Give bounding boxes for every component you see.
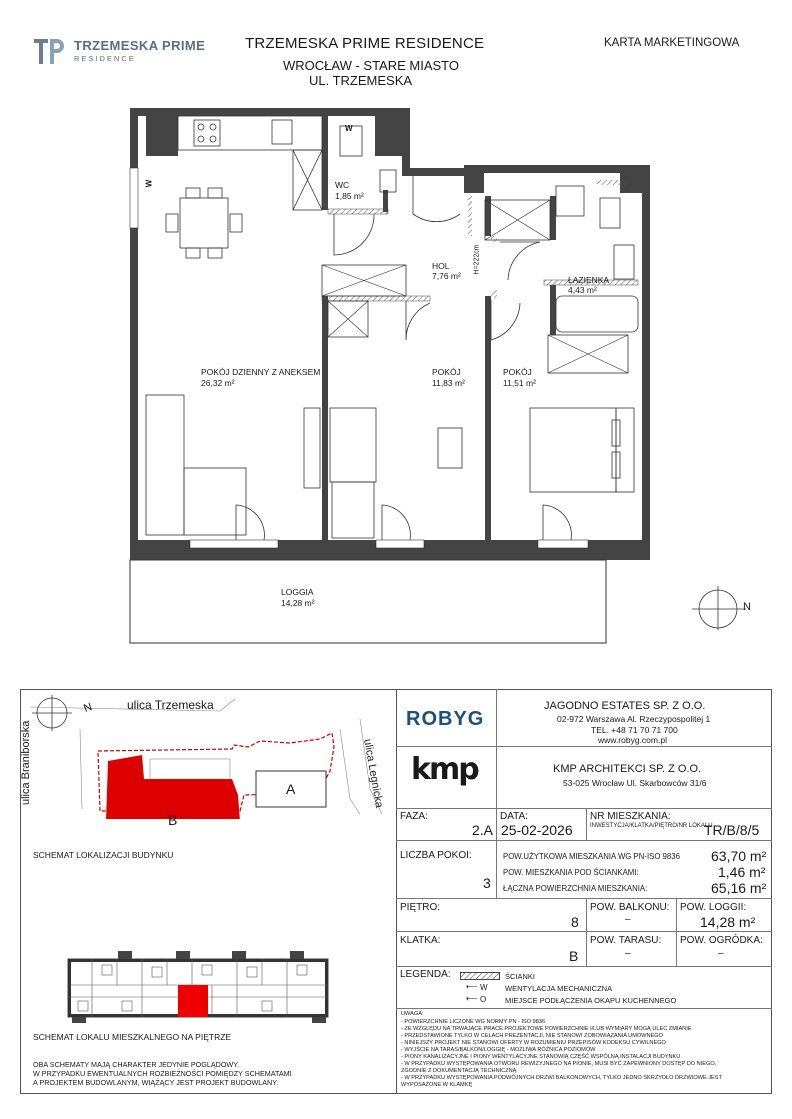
table-line [396, 931, 772, 932]
loggia-label: POW. LOGGII: [680, 902, 747, 913]
sloped-area-label: POW. MIESZKANIA POD ŚCIANKAMI: [503, 868, 639, 877]
developer-name: JAGODNO ESTATES SP. Z O.O. [544, 700, 706, 712]
balcony-label: POW. BALKONU: [590, 902, 670, 913]
architect-logo: kmp [411, 752, 478, 787]
legend-hood: MIEJSCE PODŁĄCZENIA OKAPU KUCHENNEGO [505, 996, 677, 1005]
disclaimer-line1: OBA SCHEMATY MAJĄ CHARAKTER JEDYNIE POGLĄDOWY. [33, 1060, 240, 1069]
page-subtitle-street: UL. TRZEMESKA [309, 73, 413, 88]
caption-location: SCHEMAT LOKALIZACJI BUDYNKU [33, 850, 174, 860]
table-line [676, 898, 677, 966]
room-wc-area: 1,85 m² [335, 191, 364, 201]
site-north-label: N [82, 701, 94, 715]
caption-floor: SCHEMAT LOKALU MIESZKALNEGO NA PIĘTRZE [33, 1032, 232, 1042]
legend-label: LEGENDA: [400, 969, 451, 980]
room-living-name: POKÓJ DZIENNY Z ANEKSEM [201, 367, 321, 377]
table-line [586, 808, 587, 840]
table-line [496, 840, 497, 898]
floor-value: 8 [571, 914, 579, 930]
room-bedroom1-name: POKÓJ [432, 367, 461, 377]
floor-label: PIĘTRO: [400, 902, 441, 913]
garden-value: – [718, 948, 724, 959]
building-a-label: A [286, 781, 296, 797]
street-braniborska: ulica Braniborska [20, 720, 32, 805]
logo-sub: RESIDENCE [74, 54, 136, 63]
apartment-number-label: NR MIESZKANIA: [590, 811, 671, 822]
table-line [396, 898, 772, 899]
note-line: - ZE WZGLĘDU NA TRWAJĄCE PRACE PROJEKTOWE POWIERZCHNIE I/LUB WYMIARY MOGĄ ULEC ZMIANIE [401, 1026, 692, 1032]
frame-line [771, 689, 772, 1094]
table-line [586, 898, 587, 966]
logo-name: TRZEMESKA PRIME [74, 38, 206, 53]
legend-hood-symbol: O [480, 995, 487, 1004]
room-wc-name: WC [335, 180, 350, 190]
note-line: WYPOSAŻONE W KLAMKĘ [401, 1082, 473, 1088]
date-label: DATA: [500, 811, 528, 822]
note-line: - NINIEJSZY PROJEKT NIE STANOWI OFERTY W ROZUMIENIU PRZEPISÓW KODEKSU CYWILNEGO [401, 1040, 666, 1046]
developer-website: www.robyg.com.pl [598, 735, 667, 745]
room-bedroom1-area: 11,83 m² [432, 378, 465, 388]
note-line: - WYJŚCIE NA TARAS/BALKON/LOGGIĘ - MOŻLIWA RÓŻNICA POZIOMÓW [401, 1047, 596, 1053]
loggia-value: 14,28 m² [700, 914, 756, 930]
vent-marker: W [144, 179, 154, 188]
page-subtitle-city: WROCŁAW - STARE MIASTO [283, 58, 459, 73]
apartment-number-value: TR/B/8/5 [704, 822, 760, 838]
room-hol-name: HOL [432, 261, 450, 271]
site-compass-icon [32, 695, 72, 731]
table-line [396, 808, 772, 809]
date-value: 25-02-2026 [501, 822, 573, 838]
room-bedroom2-area: 11,51 m² [503, 378, 536, 388]
notes-title: UWAGA: [401, 1011, 424, 1017]
table-line [496, 689, 497, 809]
phase-value: 2.A [472, 822, 494, 838]
staircase-value: B [569, 948, 579, 964]
room-loggia-name: LOGGIA [281, 587, 314, 597]
usable-area-value: 63,70 m² [711, 848, 767, 864]
note-line: - W PRZYPADKU WYSTĘPOWANIA PODWÓJNYCH DRZWI BALKONOWYCH, TYLKO JEDNO SKRZYDŁO DRZWIOWE JEST [401, 1075, 722, 1081]
sloped-area-value: 1,46 m² [718, 864, 766, 880]
page-title: TRZEMESKA PRIME RESIDENCE [245, 35, 485, 52]
rooms-count-value: 3 [483, 875, 491, 891]
table-line [496, 808, 497, 840]
garden-label: POW. OGRÓDKA: [680, 935, 763, 946]
disclaimer-line3: A PROJEKTEM BUDOWLANYM, WIĄŻĄCY JEST PROJEKT BUDOWLANY. [33, 1078, 279, 1087]
north-compass-icon [692, 586, 746, 630]
vent-marker: W [345, 124, 353, 133]
developer-logo: ROBYG [406, 708, 485, 730]
architect-name: KMP ARCHITEKCI SP. Z O.O. [553, 763, 702, 775]
note-line: ZGODNIE Z DOKUMENTACJĄ TECHNICZNĄ [401, 1068, 517, 1074]
building-b-label: B [168, 812, 178, 828]
note-line: - PIONY KANALIZACYJNE I PIONY WENTYLACYJNE STANOWIĄ CZĘŚĆ WSPÓLNĄ INSTALACJI BUDYNKU [401, 1054, 681, 1060]
developer-phone: TEL. +48 71 70 71 700 [591, 725, 678, 735]
room-bedroom2-name: POKÓJ [503, 367, 532, 377]
architect-address: 53-025 Wrocław Ul. Skarbowców 31/6 [563, 778, 707, 788]
note-line: - POWIERZCHNIE LICZONE WG NORMY PN - ISO 9836 [401, 1019, 546, 1025]
table-line [396, 966, 772, 967]
room-hol-area: 7,76 m² [432, 271, 461, 281]
room-living-area: 26,32 m² [201, 378, 235, 388]
street-legnicka: ulica Legnicka [361, 738, 386, 809]
usable-area-label: POW.UŻYTKOWA MIESZKANIA WG PN-ISO 9836 [503, 852, 680, 861]
note-line: - W PRZYPADKU WYSTĘPOWANIA OTWORU REWIZYJNEGO NA PIONIE, MUSI BYĆ ZAPEWNIONY DOSTĘP DO NIEGO, [401, 1061, 717, 1067]
balcony-value: – [625, 914, 631, 925]
room-bathroom-name: ŁAZIENKA [568, 275, 610, 285]
legend-hood-arrow-icon: ⟵ [466, 994, 478, 1003]
phase-label: FAZA: [400, 811, 428, 822]
apartment-number-sub: INWESTYCJA/KLATKA/PIĘTRO/NR LOKALU [590, 823, 713, 829]
disclaimer-line2: W PRZYPADKU EWENTUALNYCH ROZBIEŻNOŚCI POMIĘDZY SCHEMATAMI [33, 1069, 292, 1078]
legend-vent-symbol: W [480, 983, 488, 992]
note-line: - PRZEDSTAWIONE TYLKO W CELACH PREZENTACJI, NIE STANOWI ZOBOWIĄZANIA UMOWNEGO [401, 1033, 663, 1039]
frame-line [396, 689, 397, 1094]
rooms-count-label: LICZBA POKOI: [400, 850, 472, 861]
legend-partition: ŚCIANKI [505, 972, 536, 981]
legend-vent-arrow-icon: ⟵ [466, 982, 478, 991]
developer-address: 02-972 Warszawa Al. Rzeczypospolitej 1 [557, 714, 711, 724]
terrace-value: – [625, 948, 631, 959]
door-height: H=222cm [473, 244, 481, 275]
legend-hatch-icon [460, 972, 500, 980]
street-trzemeska: ulica Trzemeska [127, 698, 214, 712]
total-area-label: ŁĄCZNA POWIERZCHNIA MIESZKANIA: [503, 884, 648, 893]
room-loggia-area: 14,28 m² [281, 598, 315, 608]
staircase-label: KLATKA: [400, 935, 441, 946]
table-line [396, 746, 772, 747]
legend-vent: WENTYLACJA MECHANICZNA [505, 984, 613, 993]
total-area-value: 65,16 m² [711, 880, 767, 896]
table-line [396, 1008, 772, 1009]
floor-schematic [62, 945, 334, 1025]
room-bathroom-area: 4,43 m² [568, 285, 597, 295]
terrace-label: POW. TARASU: [590, 935, 662, 946]
card-type: KARTA MARKETINGOWA [604, 37, 740, 49]
north-label: N [743, 601, 751, 613]
table-line [396, 840, 772, 841]
